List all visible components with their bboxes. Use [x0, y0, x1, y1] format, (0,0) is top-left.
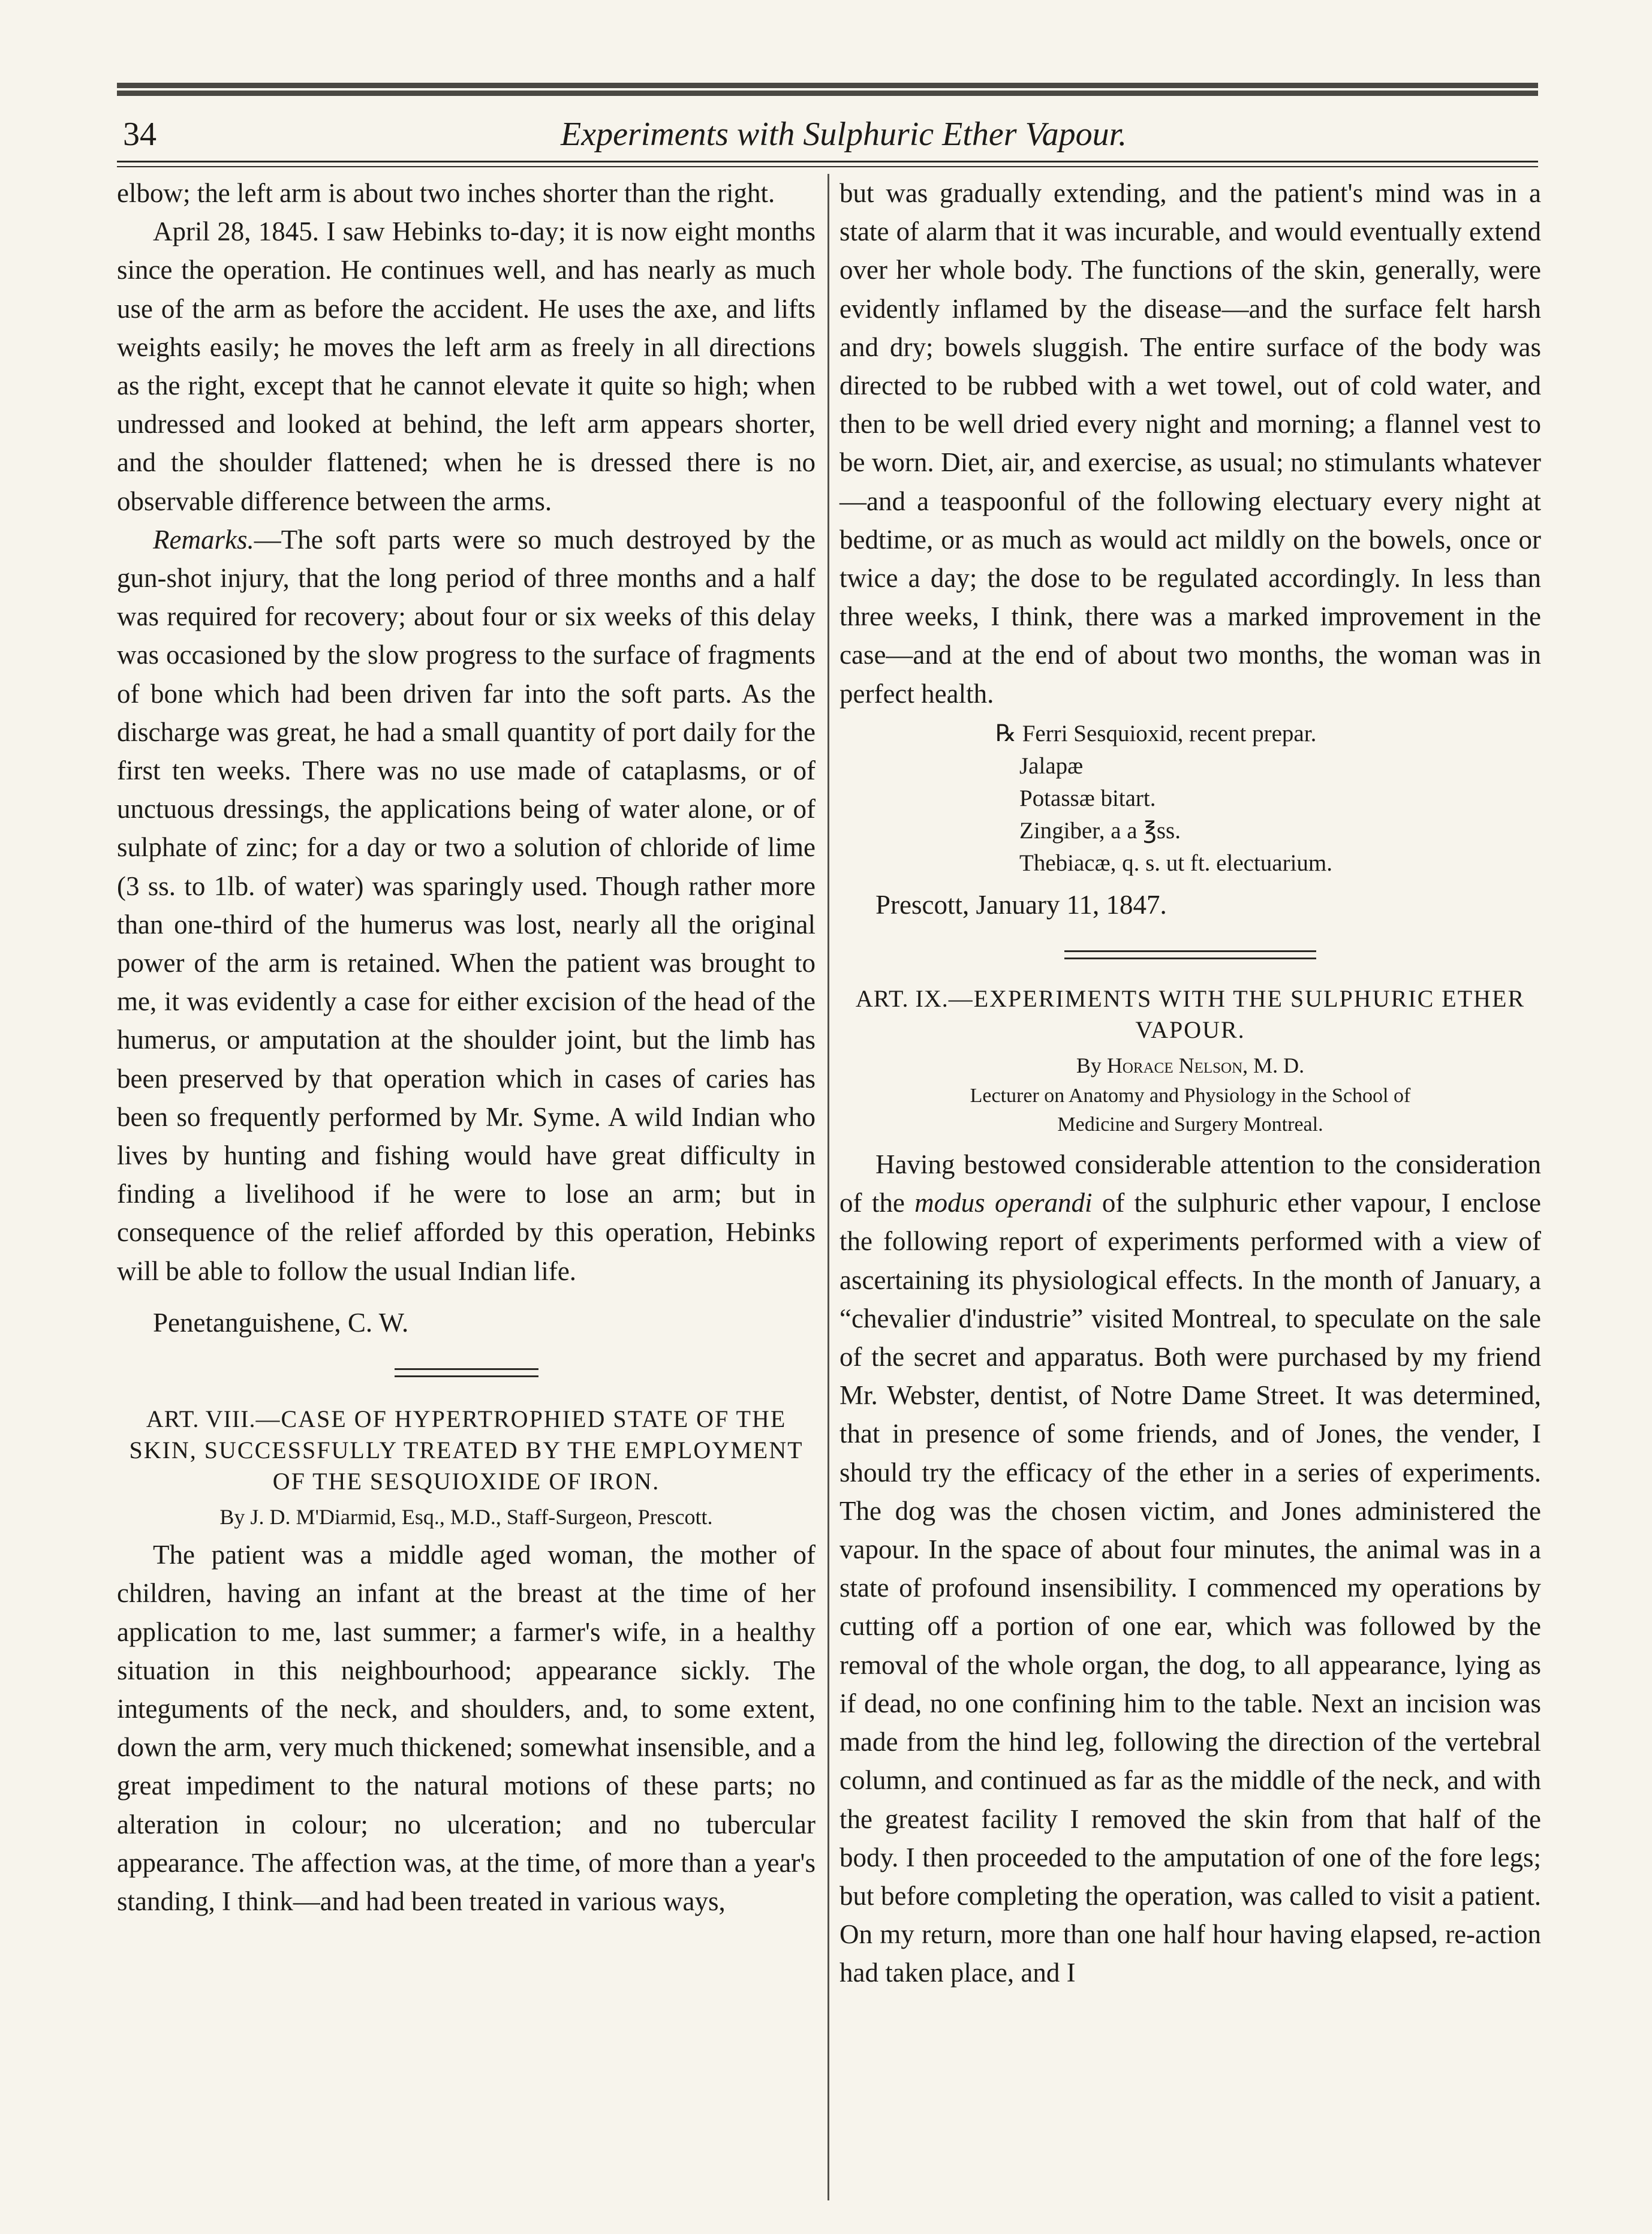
prescription-line: ℞ Ferri Sesquioxid, recent prepar. [995, 720, 1317, 746]
section-divider [395, 1368, 538, 1377]
paragraph-remarks [117, 520, 816, 1290]
article-ix-byline [839, 1049, 1541, 1082]
header-rule [117, 161, 1538, 167]
article-ix-body [839, 1145, 1541, 1992]
body-part-a: Having bestowed considerable attention to the consideration of the [839, 1149, 1541, 1218]
right-column [839, 174, 1541, 1992]
article-ix-heading: —EXPERIMENTS WITH THE SULPHURIC ETHER VAPOUR. [948, 985, 1525, 1044]
prescription-line: Potassæ bitart. [1019, 785, 1156, 811]
author-affiliation-2: Medicine and Surgery Montreal. [1057, 1113, 1323, 1136]
bottom-margin [117, 2194, 1538, 2196]
left-column [117, 174, 816, 1920]
byline-prefix: By [1076, 1053, 1102, 1078]
prescription-line: Jalapæ [1019, 752, 1084, 779]
paragraph-continuation: elbow; the left arm is about two inches shorter than the right. [117, 178, 775, 208]
article-ix-title [839, 983, 1541, 1046]
body-emphasis: modus operandi [914, 1188, 1093, 1218]
article-viii-title [117, 1404, 816, 1497]
author-degree: M. D. [1253, 1053, 1305, 1078]
dateline: Prescott, January 11, 1847. [875, 889, 1167, 920]
prescription-block [995, 718, 1541, 880]
body-part-b: of the sulphuric ether vapour, I enclose the following report of experiments performed with a view of ascertaining its physiological effects. In the month of January, a “chevalier d'industrie” visited Montreal, to speculate on the sale of the secret and apparatus. Both were purchased by my friend Mr. Webster, dentist, of Notre Dame Street. It was determined, that in presence of some friends, and of Jones, the vender, I should try the efficacy of the ether in a series of experiments. The dog was the chosen victim, and Jones administered the vapour. In the space of about four minutes, the animal was in a state of profound insensibility. I commenced my operations by cutting off a portion of one ear, which was followed by the removal of the whole organ, the dog, to all appearance, lying as if dead, no one confining him to the table. Next an incision was made from the hind leg, following the direction of the vertebral column, and continued as far as the middle of the neck, and with the greatest facility I removed the skin from that half of the body. I then proceeded to the amputation of one of the fore legs; but before completing the operation, was called to visit a patient. On my return, more than one half hour having elapsed, re-action had taken place, and I [839, 1188, 1542, 1988]
article-viii-label: ART. VIII. [146, 1405, 256, 1433]
running-title: Experiments with Sulphuric Ether Vapour. [561, 116, 1127, 153]
page-number: 34 [123, 116, 157, 153]
paragraph-april-entry: April 28, 1845. I saw Hebinks to-day; it is now eight months since the operation. He continues well, and has nearly as much use of the arm as before the accident. He uses the axe, and lifts weights easily; he moves the left arm as freely in all directions as the right, except that he cannot elevate it quite so high; when undressed and looked at behind, the left arm appears shorter, and the shoulder flattened; when he is dressed there is no observable difference between the arms. [117, 216, 816, 516]
column-divider [827, 174, 829, 2200]
article-viii-heading: —CASE OF HYPERTROPHIED STATE OF THE SKIN, SUCCESSFULLY TREATED BY THE EMPLOYMENT OF THE SESQUIOXIDE OF IRON. [129, 1405, 804, 1495]
article-ix-label: ART. IX. [855, 985, 949, 1013]
paragraph-continuation-right: but was gradually extending, and the patient's mind was in a state of alarm that it was incurable, and would eventually extend over her whole body. The functions of the skin, generally, were evidently inflamed by the disease—and the surface felt harsh and dry; bowels sluggish. The entire surface of the body was directed to be rubbed with a wet towel, out of cold water, and then to be well dried every night and morning; a flannel vest to be worn. Diet, air, and exercise, as usual; no stimulants whatever—and a teaspoonful of the following electuary every night at bedtime, or as much as would act mildly on the bowels, once or twice a day; the dose to be regulated accordingly. In less than three weeks, I think, there was a marked improvement in the case—and at the end of about two months, the woman was in perfect health. [839, 178, 1541, 709]
remarks-label: Remarks. [153, 524, 254, 555]
article-viii-body: The patient was a middle aged woman, the mother of children, having an infant at the breast at the time of her application to me, last summer; a farmer's wife, in a healthy situation in this neighbourhood; appearance sickly. The integuments of the neck, and shoulders, and, to some extent, down the arm, very much thickened; somewhat insensible, and a great impediment to the natural motions of these parts; no alteration in colour; no ulceration; and no tubercular appearance. The affection was, at the time, of more than a year's standing, I think—and had been treated in various ways, [117, 1540, 816, 1916]
top-rule [117, 83, 1538, 96]
prescription-line: Zingiber, a a ℥ss. [1019, 817, 1181, 844]
author-name: Horace Nelson, [1106, 1053, 1248, 1078]
prescription-line: Thebiacæ, q. s. ut ft. electuarium. [1019, 850, 1333, 876]
section-divider [1064, 950, 1316, 959]
article-viii-byline: By J. D. M'Diarmid, Esq., M.D., Staff-Surgeon, Prescott. [219, 1505, 713, 1530]
remarks-text: —The soft parts were so much destroyed by the gun-shot injury, that the long period of three months and a half was required for recovery; about four or six weeks of this delay was occasioned by the slow progress to the surface of fragments of bone which had been driven far into the soft parts. As the discharge was great, he had a small quantity of port daily for the first ten weeks. There was no use made of cataplasms, or of unctuous dressings, the applications being of water alone, or of sulphate of zinc; for a day or two a solution of chloride of lime (3 ss. to 1lb. of water) was sparingly used. Though rather more than one-third of the humerus was lost, nearly all the original power of the arm is retained. When the patient was brought to me, it was evidently a case for either excision of the head of the humerus, or amputation at the shoulder joint, but the limb has been preserved by that operation which in cases of caries has been so frequently performed by Mr. Syme. A wild Indian who lives by hunting and fishing would have great difficulty in finding a livelihood if he were to lose an arm; but in consequence of the relief afforded by this operation, Hebinks will be able to follow the usual Indian life. [117, 524, 816, 1286]
signoff-place: Penetanguishene, C. W. [153, 1307, 409, 1338]
page-header [117, 109, 1538, 157]
author-affiliation-1: Lecturer on Anatomy and Physiology in the School of [970, 1085, 1411, 1107]
